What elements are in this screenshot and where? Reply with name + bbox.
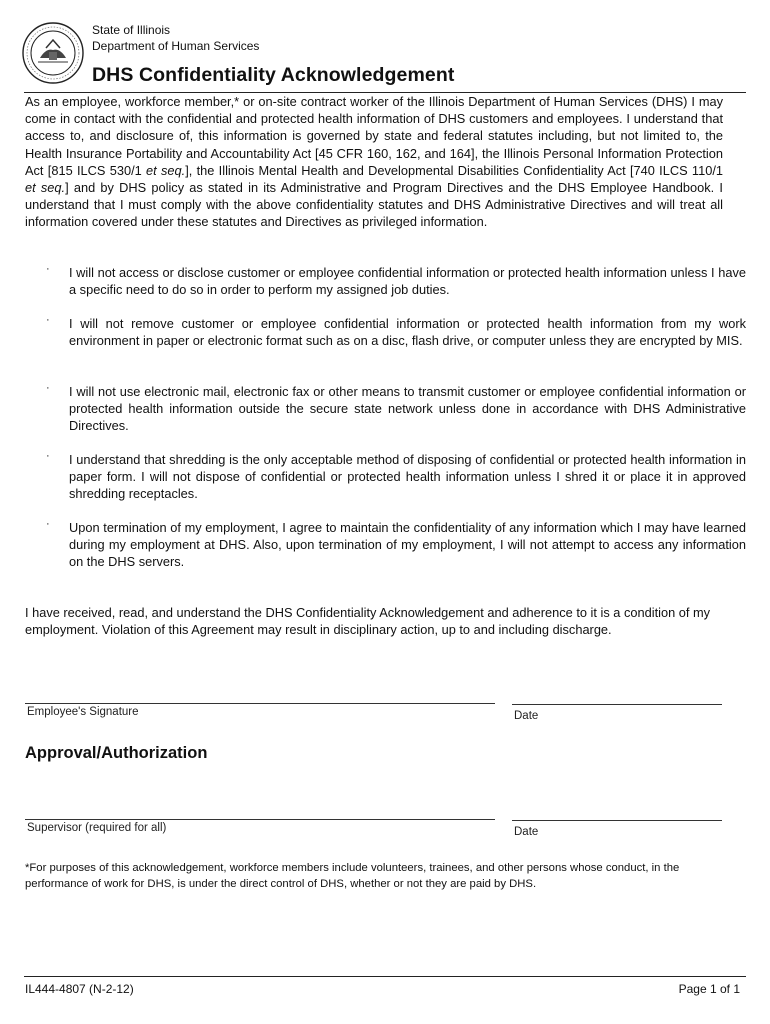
intro-italic-1: et seq. [146,162,186,178]
intro-text-3: ] and by DHS policy as stated in its Administrative and Program Directives and the DHS Employee Handbook. I understand that I must comply with the above confidentiality statutes and DHS Administrative Directives and will treat all information covered under these statutes and Directives as privileged information. [25,180,723,230]
bullet-marker: · [46,518,50,530]
intro-text-2: ], the Illinois Mental Health and Developmental Disabilities Confidentiality Act [740 ILCS 110/1 [185,162,723,178]
bullet-text: I understand that shredding is the only acceptable method of disposing of confidential or protected health information in paper form. I will not dispose of confidential or protected health information unless I shred it or place it in approved shredding receptacles. [69,452,746,502]
bullet-text: I will not access or disclose customer or employee confidential information or protected health information unless I have a specific need to do so in order to perform my assigned job duties. [69,265,746,298]
employee-signature-label: Employee's Signature [27,706,139,718]
bullet-text: I will not use electronic mail, electronic fax or other means to transmit customer or employee confidential information or protected health information outside the secure state network unless done in accordance with DHS Administrative Directives. [69,384,746,434]
employee-date-line[interactable] [512,704,722,705]
supervisor-date-label: Date [514,826,539,838]
illinois-state-seal-icon [22,22,84,84]
supervisor-signature-line[interactable] [25,819,495,820]
supervisor-signature-label: Supervisor (required for all) [27,822,167,834]
approval-heading: Approval/Authorization [25,744,208,762]
acknowledgement-paragraph: I have received, read, and understand the DHS Confidentiality Acknowledgement and adherence to it is a condition of my employment. Violation of this Agreement may result in disciplinary action, up to and including discharge. [25,605,711,638]
intro-paragraph [25,93,723,231]
agency-heading [92,22,259,54]
bullet-marker: · [46,450,50,462]
bullet-marker: · [46,382,50,394]
department-name: Department of Human Services [92,39,260,53]
bullet-marker: · [46,314,50,326]
bullet-marker: · [46,263,50,275]
state-name: State of Illinois [92,23,171,37]
bullet-text: I will not remove customer or employee confidential information or protected health information from my work environment in paper or electronic format such as on a disc, flash drive, or computer unless they are encrypted by MIS. [69,316,746,349]
form-number: IL444-4807 (N-2-12) [25,982,134,996]
footer-divider [24,976,746,977]
intro-italic-2: et seq. [25,180,66,196]
employee-date-label: Date [514,710,539,722]
page-title: DHS Confidentiality Acknowledgement [92,64,455,86]
page-number: Page 1 of 1 [678,982,740,996]
footnote: *For purposes of this acknowledgement, workforce members include volunteers, trainees, and other persons whose conduct, in the performance of work for DHS, is under the direct control of DHS, whether or not they are paid by DHS. [25,862,680,890]
intro-text-1: As an employee, workforce member,* or on-site contract worker of the Illinois Department of Human Services (DHS) I may come in contact with the confidential and protected health information of DHS customers and employees. I understand that access to, and disclosure of, this information is governed by state and federal statutes including, but not limited to, the Health Insurance Portability and Accountability Act [45 CFR 160, 162, and 164], the Illinois Personal Information Protection Act [815 ILCS 530/1 [25,94,723,178]
employee-signature-line[interactable] [25,703,495,704]
supervisor-date-line[interactable] [512,820,722,821]
bullet-text: Upon termination of my employment, I agree to maintain the confidentiality of any information which I may have learned during my employment at DHS. Also, upon termination of my employment, I will not attempt to access any information on the DHS servers. [69,520,746,570]
